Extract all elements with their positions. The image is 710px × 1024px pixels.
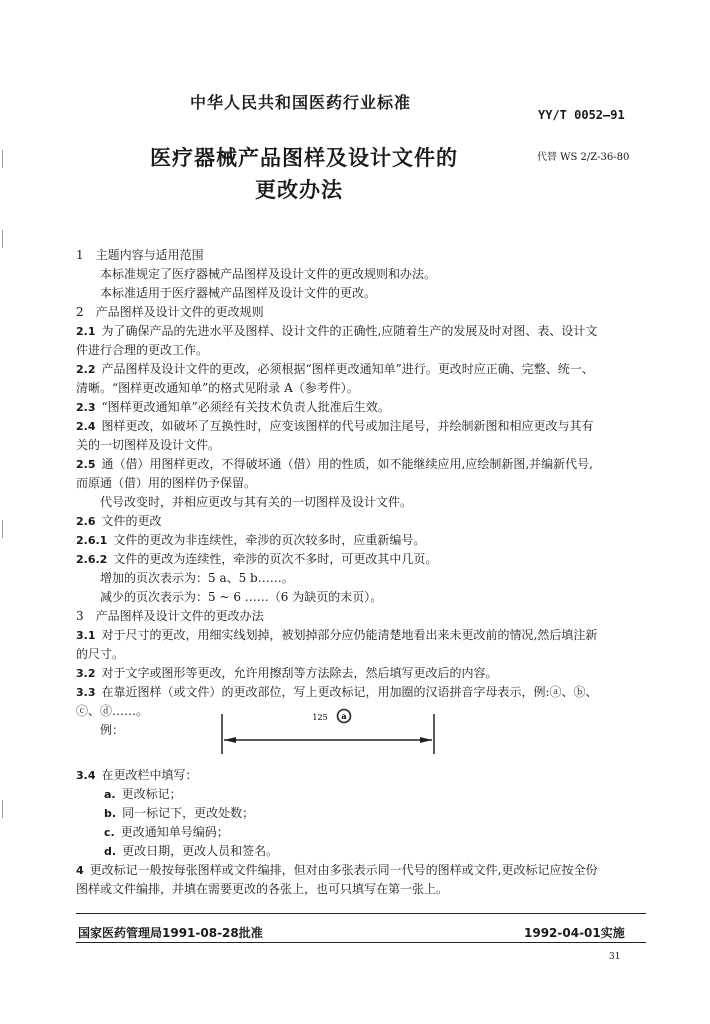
- footer-rule: [76, 913, 646, 914]
- list-item: [76, 842, 644, 861]
- document-title-line1: 医疗器械产品图样及设计文件的: [150, 146, 458, 170]
- list-marker: b.: [104, 807, 117, 820]
- list-marker: a.: [104, 788, 116, 801]
- clause-number: 2.3: [76, 401, 96, 414]
- margin-mark: [2, 520, 3, 538]
- list-text: 同一标记下，更改处数；: [122, 806, 255, 820]
- paragraph: ⓒ、ⓓ……。: [76, 704, 149, 718]
- clause-text: 产品图样及设计文件的更改，必须根据“图样更改通知单”进行。更改时应正确、完整、统一、: [101, 362, 594, 376]
- clause-number: 2.5: [76, 458, 96, 471]
- paragraph: 本标准适用于医疗器械产品图样及设计文件的更改。: [100, 286, 377, 300]
- clause-number: 2.1: [76, 325, 96, 338]
- change-mark-letter: a: [341, 711, 347, 721]
- paragraph: 清晰。“图样更改通知单”的格式见附录 A（参考件）。: [76, 381, 359, 395]
- document-body-continued: [76, 766, 644, 899]
- list-text: 更改通知单号编码；: [120, 825, 229, 839]
- dimension-value: 125: [312, 713, 328, 722]
- standard-category-title: 中华人民共和国医药行业标准: [190, 93, 412, 112]
- clause-2-5: [76, 455, 644, 474]
- clause-2-6-1: [76, 531, 644, 550]
- clause-text: 文件的更改: [101, 514, 162, 528]
- section-1-heading: 1 主题内容与适用范围: [76, 248, 204, 262]
- clause-2-3: [76, 398, 644, 417]
- arrowhead-right: [420, 737, 432, 743]
- list-item: [76, 785, 644, 804]
- paragraph: 减少的页次表示为：5 ~ 6 ……（6 为缺页的末页）。: [100, 590, 383, 604]
- paragraph: 本标准规定了医疗器械产品图样及设计文件的更改规则和办法。: [100, 267, 437, 281]
- clause-2-6-2: [76, 550, 644, 569]
- clause-number: 4: [76, 864, 84, 877]
- list-text: 更改日期，更改人员和签名。: [122, 844, 279, 858]
- clause-text: 更改标记一般按每张图样或文件编排，但对由多张表示同一代号的图样或文件,更改标记应按全份: [89, 863, 598, 877]
- clause-text: 在更改栏中填写：: [101, 768, 198, 782]
- paragraph: 而原通（借）用的图样仍予保留。: [76, 476, 257, 490]
- approval-info: 国家医药管理局1991-08-28批准: [78, 926, 263, 940]
- list-text: 更改标记；: [121, 787, 182, 801]
- clause-3-2: [76, 664, 644, 683]
- margin-mark: [2, 230, 3, 248]
- replaces-standard: 代替 WS 2/Z-36-80: [537, 152, 630, 163]
- clause-text: 文件的更改为连续性，牵涉的页次不多时，可更改其中几页。: [113, 552, 438, 566]
- paragraph: 件进行合理的更改工作。: [76, 343, 209, 357]
- list-item: [76, 823, 644, 842]
- clause-4: [76, 861, 644, 880]
- margin-mark: [2, 150, 3, 168]
- clause-number: 3.2: [76, 667, 96, 680]
- clause-2-6: [76, 512, 644, 531]
- section-3-heading: 3 产品图样及设计文件的更改办法: [76, 609, 264, 623]
- standard-code: YY/T 0052—91: [538, 108, 625, 122]
- clause-text: 为了确保产品的先进水平及图样、设计文件的正确性,应随着生产的发展及时对图、表、设计文: [101, 324, 598, 338]
- clause-2-2: [76, 360, 644, 379]
- clause-number: 2.4: [76, 420, 96, 433]
- clause-3-1: [76, 626, 644, 645]
- clause-number: 3.4: [76, 769, 96, 782]
- clause-2-4: [76, 417, 644, 436]
- clause-number: 3.1: [76, 629, 96, 642]
- clause-3-4: [76, 766, 644, 785]
- clause-text: 在靠近图样（或文件）的更改部位，写上更改标记，用加圈的汉语拼音字母表示，例:ⓐ、ⓑ、: [101, 685, 598, 699]
- clause-number: 2.6.2: [76, 553, 108, 566]
- list-marker: c.: [104, 826, 115, 839]
- paragraph: 关的一切图样及设计文件。: [76, 438, 221, 452]
- clause-number: 2.6: [76, 515, 96, 528]
- dimension-change-example-figure: [210, 700, 450, 760]
- list-item: [76, 804, 644, 823]
- clause-text: 通（借）用图样更改，不得破坏通（借）用的性质，如不能继续应用,应绘制新图,并编新代号,: [101, 457, 593, 471]
- document-body: [76, 246, 644, 740]
- paragraph: 的尺寸。: [76, 647, 125, 661]
- clause-number: 3.3: [76, 686, 96, 699]
- margin-mark: [2, 800, 3, 818]
- document-title-line2: 更改办法: [255, 178, 343, 202]
- paragraph: 增加的页次表示为：5 a、5 b……。: [100, 571, 294, 585]
- footer-rule-bottom: [76, 942, 646, 943]
- clause-text: 图样更改，如破坏了互换性时，应变该图样的代号或加注尾号，并绘制新图和相应更改与其有: [101, 419, 594, 433]
- effective-date: 1992-04-01实施: [524, 926, 625, 940]
- page-number: 31: [609, 952, 621, 962]
- list-marker: d.: [104, 845, 117, 858]
- clause-2-1: [76, 322, 644, 341]
- paragraph: 代号改变时，并相应更改与其有关的一切图样及设计文件。: [100, 495, 413, 509]
- clause-text: “图样更改通知单”必须经有关技术负责人批准后生效。: [101, 400, 390, 414]
- example-label: 例：: [100, 723, 125, 737]
- section-2-heading: 2 产品图样及设计文件的更改规则: [76, 305, 264, 319]
- clause-text: 对于尺寸的更改，用细实线划掉，被划掉部分应仍能清楚地看出来未更改前的情况,然后填注新: [101, 628, 598, 642]
- clause-number: 2.6.1: [76, 534, 108, 547]
- arrowhead-left: [224, 737, 236, 743]
- clause-text: 文件的更改为非连续性，牵涉的页次较多时，应重新编号。: [113, 533, 426, 547]
- clause-number: 2.2: [76, 363, 96, 376]
- paragraph: 图样或文件编排，并填在需要更改的各张上，也可只填写在第一张上。: [76, 882, 449, 896]
- clause-text: 对于文字或图形等更改，允许用擦刮等方法除去，然后填写更改后的内容。: [101, 666, 498, 680]
